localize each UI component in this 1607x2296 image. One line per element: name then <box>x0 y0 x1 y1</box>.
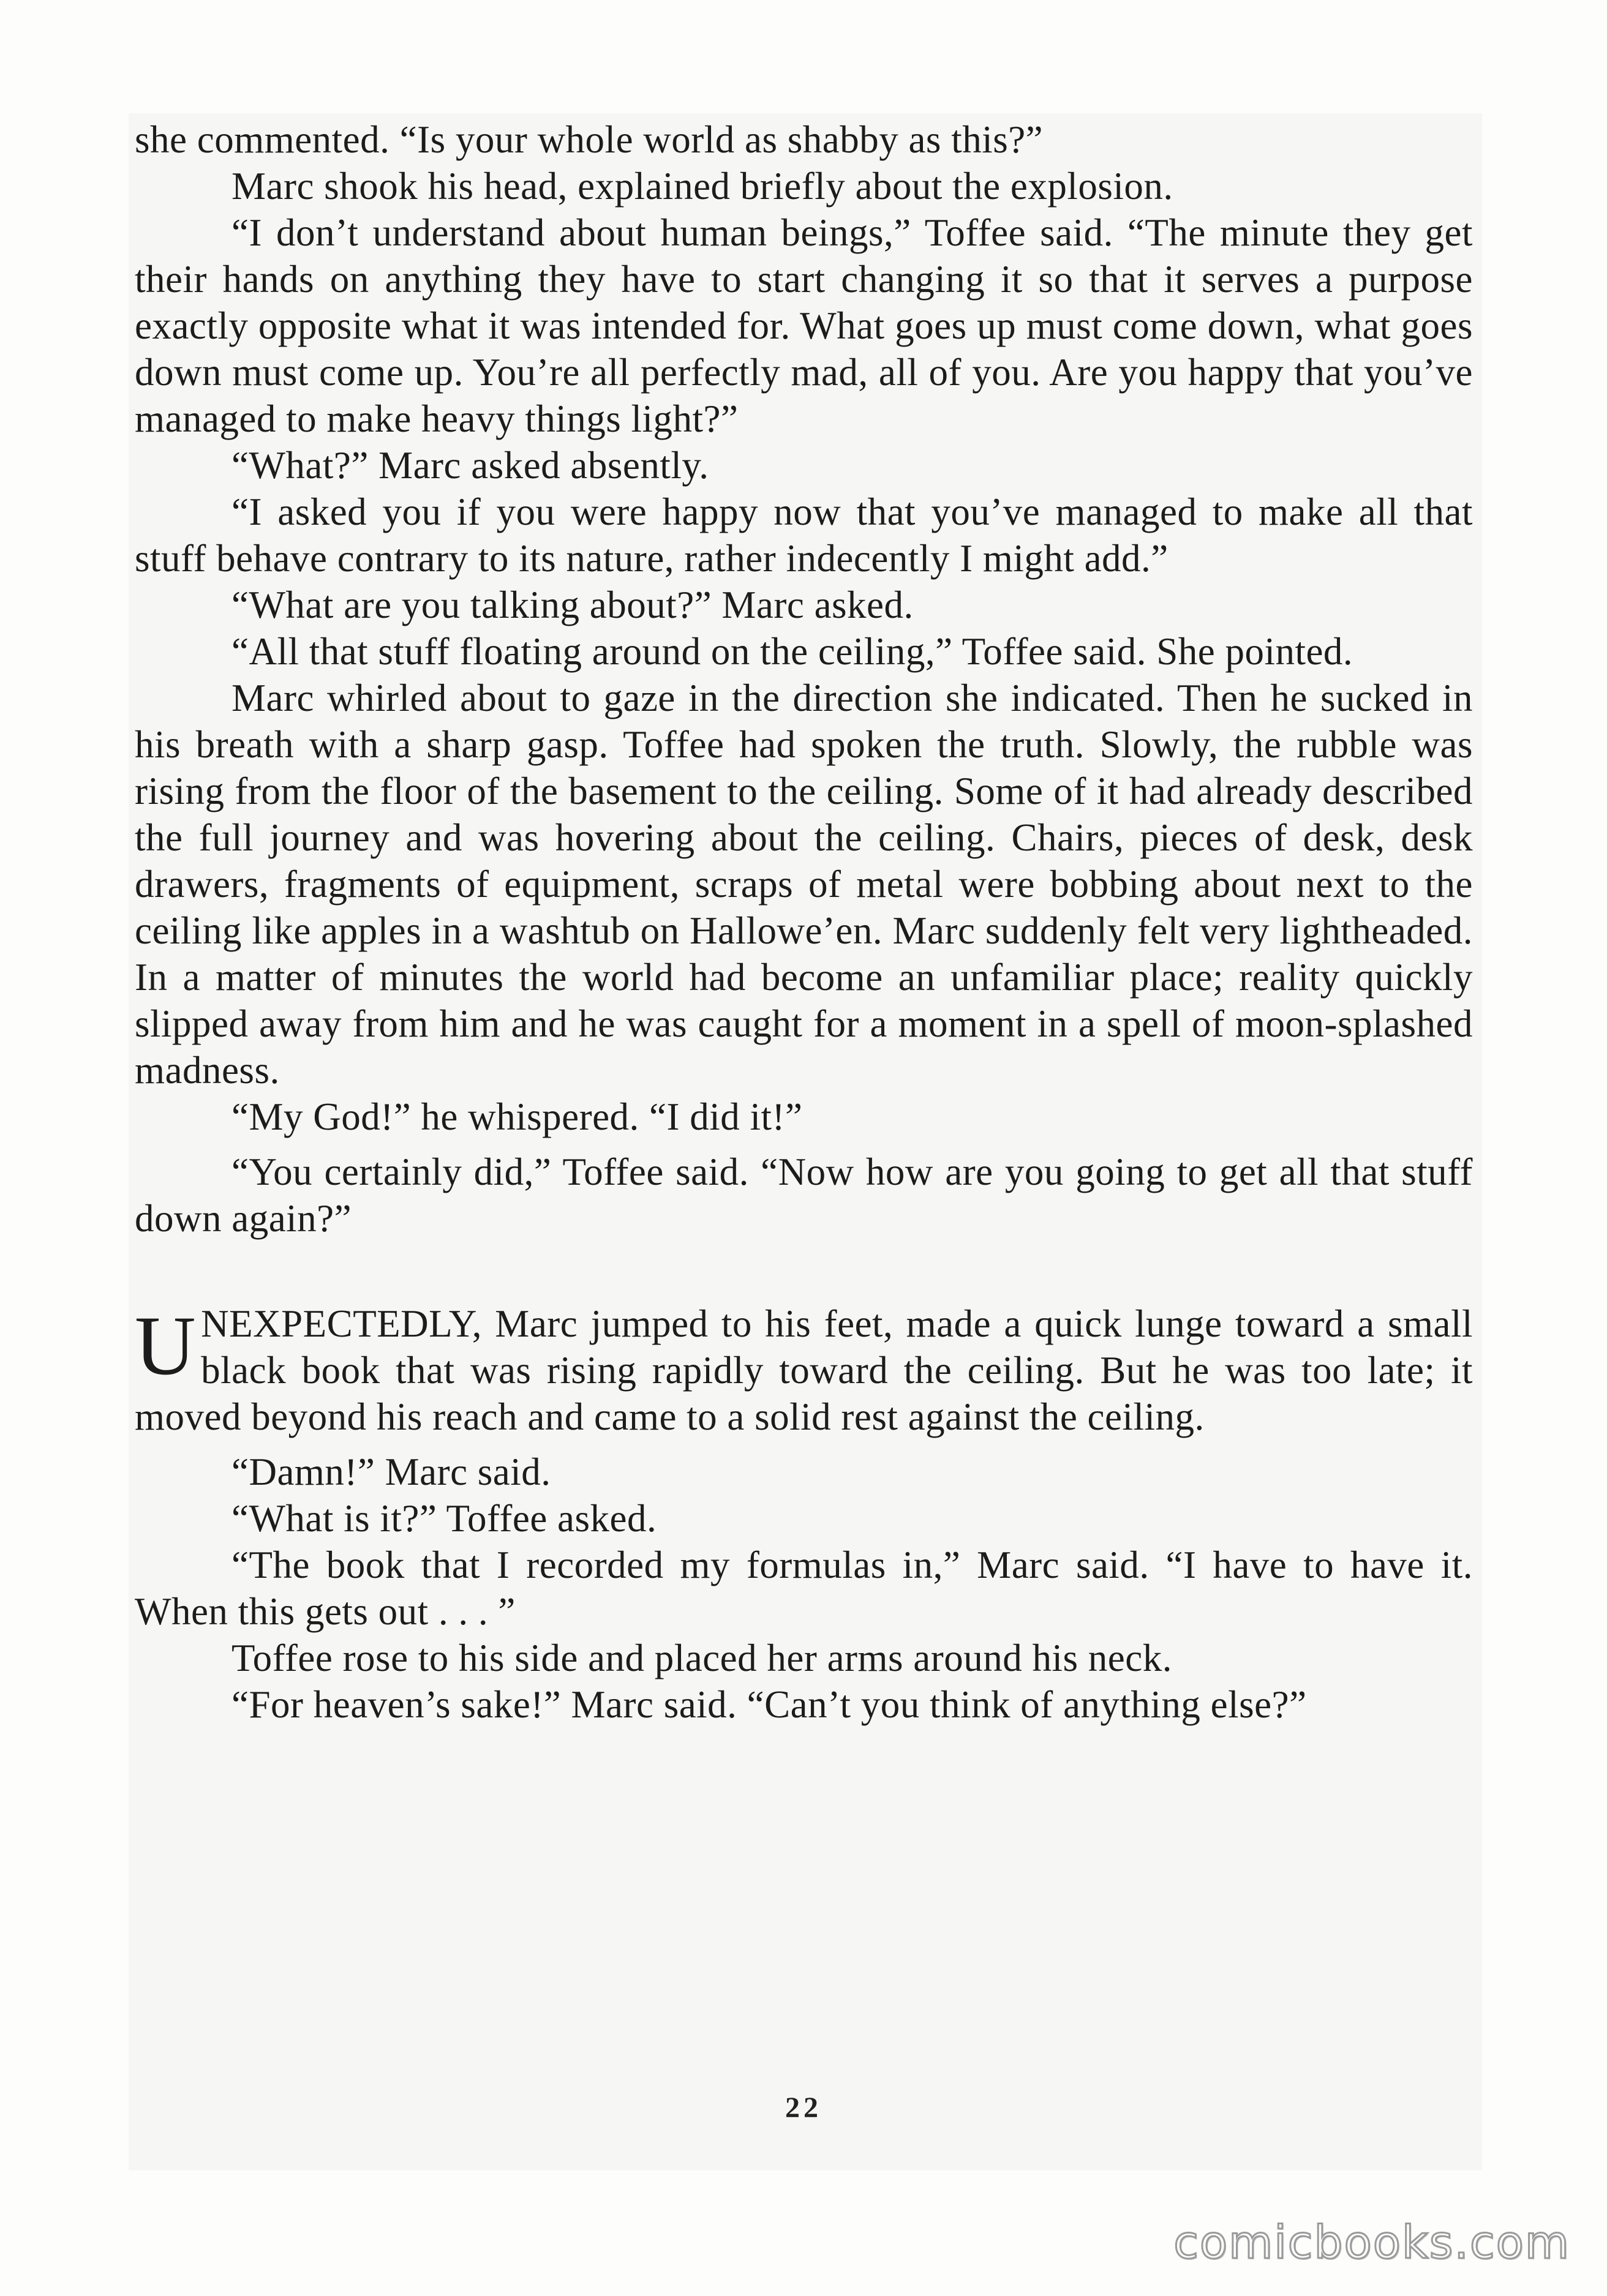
paragraph: “Damn!” Marc said. <box>231 1450 551 1493</box>
paragraph: Marc shook his head, explained briefly about the explosion. <box>231 165 1173 208</box>
paragraph: “What are you talking about?” Marc asked. <box>231 583 914 626</box>
paragraph: “My God!” he whispered. “I did it!” <box>231 1095 803 1138</box>
watermark-logo: comicbooks.com <box>1173 2216 1570 2269</box>
drop-cap-initial: U <box>135 1299 197 1392</box>
paragraph: she commented. “Is your whole world as shabby as this?” <box>135 118 1044 161</box>
page-number: 22 <box>785 2092 822 2124</box>
section-break <box>135 1242 1473 1300</box>
paragraph: “What is it?” Toffee asked. <box>231 1497 657 1540</box>
paragraph: “I asked you if you were happy now that you’ve managed to make all that stuff behave contrary to its nature, rather indecently I might add.” <box>135 490 1473 580</box>
dropcap-paragraph <box>135 1300 1473 1440</box>
paragraph: Toffee rose to his side and placed her arms around his neck. <box>231 1637 1172 1679</box>
paragraph: “The book that I recorded my formulas in,” Marc said. “I have to have it. When this gets out . . . ” <box>135 1544 1473 1633</box>
paragraph: “For heaven’s sake!” Marc said. “Can’t you think of anything else?” <box>231 1683 1307 1726</box>
story-text <box>135 116 1473 1728</box>
paragraph: “You certainly did,” Toffee said. “Now how are you going to get all that stuff down again?” <box>135 1150 1473 1240</box>
paragraph: “I don’t understand about human beings,” Toffee said. “The minute they get their hands on anything they have to start changing it so that it serves a purpose exactly opposite what it was intended for. What goes up must come down, what goes down must come up. You’re all perfectly mad, all of you. Are you happy that you’ve managed to make heavy things light?” <box>135 211 1473 440</box>
paragraph: “All that stuff floating around on the ceiling,” Toffee said. She pointed. <box>231 630 1353 673</box>
paragraph: Marc whirled about to gaze in the direction she indicated. Then he sucked in his breath with a sharp gasp. Toffee had spoken the truth. Slowly, the rubble was rising from the floor of the basement to the ceiling. Some of it had already described the full journey and was hovering about the ceiling. Chairs, pieces of desk, desk drawers, fragments of equipment, scraps of metal were bobbing about next to the ceiling like apples in a washtub on Hallowe’en. Marc suddenly felt very lightheaded. In a matter of minutes the world had become an unfamiliar place; reality quickly slipped away from him and he was caught for a moment in a spell of moon-splashed madness. <box>135 677 1473 1092</box>
dropcap-paragraph-text: NEXPECTEDLY, Marc jumped to his feet, made a quick lunge toward a small black book that was rising rapidly toward the ceiling. But he was too late; it moved beyond his reach and came to a solid rest against the ceiling. <box>135 1302 1473 1438</box>
paragraph: “What?” Marc asked absently. <box>231 444 709 487</box>
